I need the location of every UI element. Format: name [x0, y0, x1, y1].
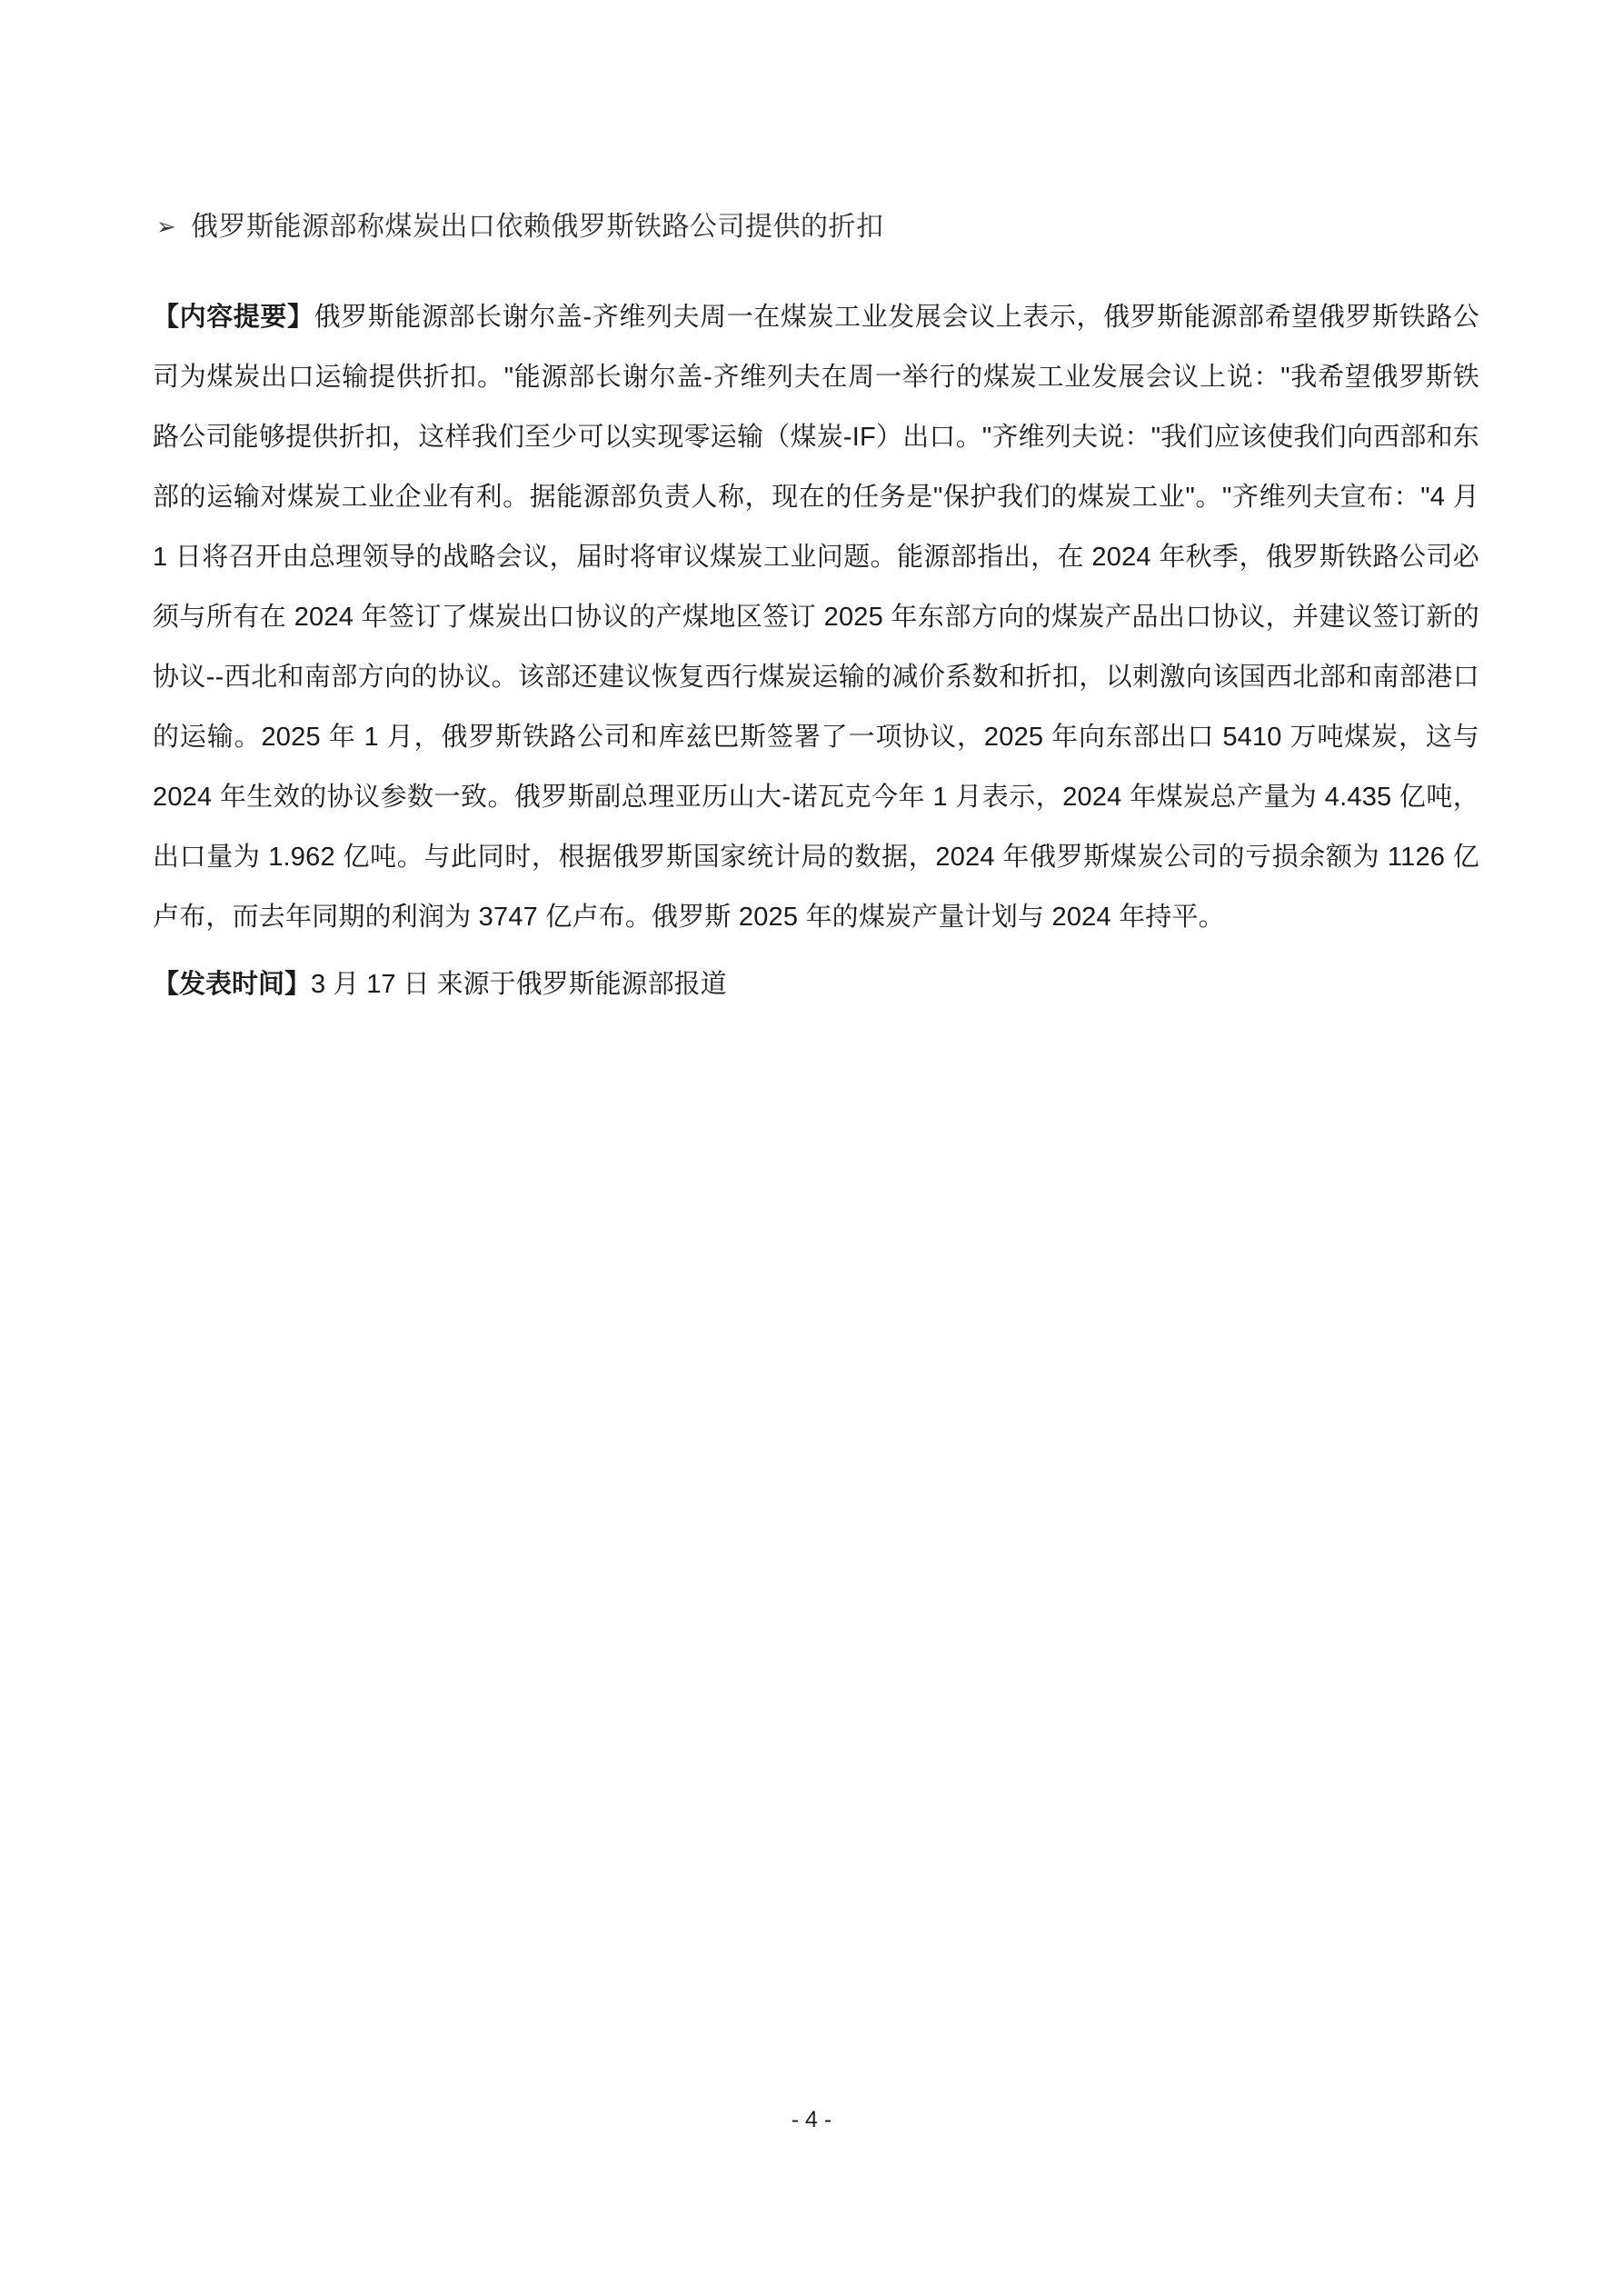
document-content	[153, 207, 1479, 1014]
page-number: - 4 -	[791, 2107, 832, 2132]
heading-title: 俄罗斯能源部称煤炭出口依赖俄罗斯铁路公司提供的折扣	[191, 212, 884, 242]
summary-paragraph	[153, 287, 1479, 947]
section-heading	[153, 207, 1479, 247]
publish-label: 【发表时间】	[153, 970, 312, 999]
arrow-bullet-icon: ➢	[156, 214, 176, 240]
summary-text: 俄罗斯能源部长谢尔盖-齐维列夫周一在煤炭工业发展会议上表示，俄罗斯能源部希望俄罗斯铁路公司为煤炭出口运输提供折扣。"能源部长谢尔盖-齐维列夫在周一举行的煤炭工业发展会议上说："我希望俄罗斯铁路公司能够提供折扣，这样我们至少可以实现零运输（煤炭-IF）出口。"齐维列夫说："我们应该使我们向西部和东部的运输对煤炭工业企业有利。据能源部负责人称，现在的任务是"保护我们的煤炭工业"。"齐维列夫宣布："4 月 1 日将召开由总理领导的战略会议，届时将审议煤炭工业问题。能源部指出，在 2024 年秋季，俄罗斯铁路公司必须与所有在 2024 年签订了煤炭出口协议的产煤地区签订 2025 年东部方向的煤炭产品出口协议，并建议签订新的协议--西北和南部方向的协议。该部还建议恢复西行煤炭运输的减价系数和折扣，以刺激向该国西北部和南部港口的运输。2025 年 1 月，俄罗斯铁路公司和库兹巴斯签署了一项协议，2025 年向东部出口 5410 万吨煤炭，这与 2024 年生效的协议参数一致。俄罗斯副总理亚历山大-诺瓦克今年 1 月表示，2024 年煤炭总产量为 4.435 亿吨，出口量为 1.962 亿吨。与此同时，根据俄罗斯国家统计局的数据，2024 年俄罗斯煤炭公司的亏损余额为 1126 亿卢布，而去年同期的利润为 3747 亿卢布。俄罗斯 2025 年的煤炭产量计划与 2024 年持平。	[153, 303, 1479, 932]
publish-text: 3 月 17 日 来源于俄罗斯能源部报道	[311, 970, 727, 999]
page-footer	[0, 2107, 1623, 2133]
publish-paragraph	[153, 954, 1479, 1014]
summary-label: 【内容提要】	[153, 303, 314, 332]
